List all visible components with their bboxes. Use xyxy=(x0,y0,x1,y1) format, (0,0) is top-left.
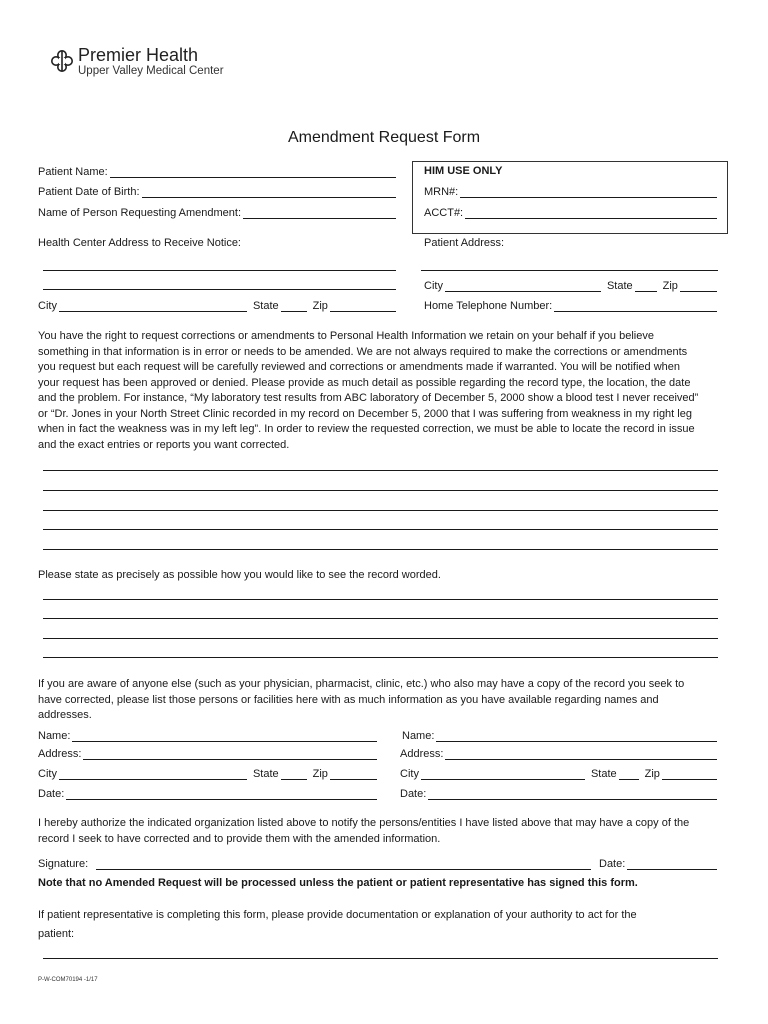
others-line: If you are aware of anyone else (such as your physician, pharmacist, clinic, etc.) who also may have a copy of the record you seek to xyxy=(38,678,685,690)
contact-left-date-line[interactable] xyxy=(66,789,377,800)
signature-date-line[interactable] xyxy=(627,859,717,870)
patient-address-line[interactable] xyxy=(421,270,718,271)
patient-zip-line[interactable] xyxy=(680,281,717,292)
contact-left-city-line[interactable] xyxy=(59,769,247,780)
patient-dob-field[interactable] xyxy=(38,184,396,198)
health-center-zip-line[interactable] xyxy=(330,301,396,312)
contact-right-city-row[interactable] xyxy=(400,766,717,780)
authorization-line: record I seek to have corrected and to provide them with the amended information. xyxy=(38,832,441,845)
others-line: addresses. xyxy=(38,709,92,721)
intro-line: and the exact entries or reports you want corrected. xyxy=(38,438,290,451)
mrn-field[interactable] xyxy=(424,184,717,198)
worded-line-2[interactable] xyxy=(43,618,718,619)
contact-right-state-line[interactable] xyxy=(619,769,639,780)
requester-name-line[interactable] xyxy=(243,208,396,219)
health-center-city-label: City xyxy=(38,300,57,312)
signature-note: Note that no Amended Request will be processed unless the patient or patient representative has signed this form. xyxy=(38,877,638,889)
representative-paragraph xyxy=(38,906,637,944)
patient-city-label: City xyxy=(424,280,443,292)
acct-line[interactable] xyxy=(465,208,717,219)
acct-field[interactable] xyxy=(424,205,717,219)
contact-right-name-label: Name: xyxy=(402,730,435,742)
patient-state-line[interactable] xyxy=(635,281,657,292)
authorization-line: I hereby authorize the indicated organization listed above to notify the persons/entities I have listed above that may have a copy of the xyxy=(38,817,690,829)
patient-zip-label: Zip xyxy=(662,280,678,292)
contact-right-zip-label: Zip xyxy=(644,768,660,780)
footer-form-code: P-W-COM70194 -1/17 xyxy=(38,977,98,983)
requester-name-label: Name of Person Requesting Amendment: xyxy=(38,207,242,219)
contact-left-address-field[interactable] xyxy=(38,746,377,760)
worded-prompt: Please state as precisely as possible how you would like to see the record worded. xyxy=(38,569,441,581)
signature-line[interactable] xyxy=(96,859,591,870)
contact-left-name-label: Name: xyxy=(38,730,71,742)
correction-line-4[interactable] xyxy=(43,529,718,530)
intro-line: when in fact the weakness was in my left leg”. In order to review the requested correction, we must be able to locate the record in issue xyxy=(38,423,695,435)
correction-line-1[interactable] xyxy=(43,470,718,471)
others-paragraph xyxy=(38,677,684,724)
intro-line: something in that information is in error or needs to be amended. We are not always required to make the corrections or amendments xyxy=(38,345,688,358)
acct-label: ACCT#: xyxy=(424,207,464,219)
correction-line-2[interactable] xyxy=(43,490,718,491)
patient-address-label: Patient Address: xyxy=(424,237,505,249)
authorization-paragraph xyxy=(38,816,689,847)
correction-line-5[interactable] xyxy=(43,549,718,550)
contact-left-zip-label: Zip xyxy=(312,768,328,780)
contact-left-zip-line[interactable] xyxy=(330,769,377,780)
contact-left-state-line[interactable] xyxy=(281,769,307,780)
health-center-line-2[interactable] xyxy=(43,289,396,290)
patient-city-row[interactable] xyxy=(424,278,717,292)
health-center-label: Health Center Address to Receive Notice: xyxy=(38,237,241,249)
health-center-state-line[interactable] xyxy=(281,301,307,312)
contact-right-date-field[interactable] xyxy=(400,786,717,800)
contact-right-state-label: State xyxy=(590,768,617,780)
health-center-city-row[interactable] xyxy=(38,298,396,312)
patient-name-line[interactable] xyxy=(110,167,396,178)
health-center-line-1[interactable] xyxy=(43,270,396,271)
contact-right-address-line[interactable] xyxy=(445,749,717,760)
brand-subname: Upper Valley Medical Center xyxy=(78,65,224,77)
patient-name-field[interactable] xyxy=(38,164,396,178)
intro-line: your request has been approved or denied. Please provide as much detail as possible regarding the record type, the location, the date xyxy=(38,376,691,389)
contact-right-date-label: Date: xyxy=(400,788,427,800)
patient-city-line[interactable] xyxy=(445,281,601,292)
contact-left-city-label: City xyxy=(38,768,57,780)
health-center-city-line[interactable] xyxy=(59,301,247,312)
mrn-label: MRN#: xyxy=(424,186,459,198)
others-line: have corrected, please list those persons or facilities here with as much information as you have available regarding names and xyxy=(38,693,659,706)
representative-line: If patient representative is completing this form, please provide documentation or explanation of your authority to act for the xyxy=(38,909,637,921)
contact-left-date-field[interactable] xyxy=(38,786,377,800)
patient-dob-line[interactable] xyxy=(142,187,397,198)
health-center-state-label: State xyxy=(252,300,279,312)
contact-left-address-line[interactable] xyxy=(83,749,377,760)
contact-left-name-field[interactable] xyxy=(38,728,377,742)
brand-header xyxy=(50,45,224,78)
intro-line: you request but each request will be carefully reviewed and corrections or amendments made if warranted. You will be notified when xyxy=(38,361,681,373)
requester-name-field[interactable] xyxy=(38,205,396,219)
signature-field[interactable] xyxy=(38,856,591,870)
correction-line-3[interactable] xyxy=(43,510,718,511)
home-phone-line[interactable] xyxy=(554,301,717,312)
contact-right-address-field[interactable] xyxy=(400,746,717,760)
intro-paragraph xyxy=(38,329,698,453)
worded-line-4[interactable] xyxy=(43,657,718,658)
intro-line: and the problem. For instance, “My laboratory test results from ABC laboratory of December 5, 2000 show a blood test I never received” xyxy=(38,392,699,404)
intro-line: You have the right to request corrections or amendments to Personal Health Information we retain on your behalf if you believe xyxy=(38,330,654,342)
contact-right-city-label: City xyxy=(400,768,419,780)
signature-label: Signature: xyxy=(38,858,89,870)
home-phone-label: Home Telephone Number: xyxy=(424,300,553,312)
contact-left-city-row[interactable] xyxy=(38,766,377,780)
representative-line: patient: xyxy=(38,928,75,940)
signature-date-field[interactable] xyxy=(599,856,717,870)
patient-dob-label: Patient Date of Birth: xyxy=(38,186,140,198)
him-heading: HIM USE ONLY xyxy=(424,165,503,177)
worded-line-3[interactable] xyxy=(43,638,718,639)
home-phone-field[interactable] xyxy=(424,298,717,312)
contact-right-address-label: Address: xyxy=(400,748,444,760)
mrn-line[interactable] xyxy=(460,187,717,198)
contact-right-name-line[interactable] xyxy=(436,731,717,742)
contact-left-address-label: Address: xyxy=(38,748,82,760)
contact-right-name-field[interactable] xyxy=(402,728,717,742)
contact-right-city-line[interactable] xyxy=(421,769,585,780)
intro-line: or “Dr. Jones in your North Street Clinic recorded in my record on December 5, 2000 that I was suffering from weakness in my right leg xyxy=(38,407,692,420)
contact-left-date-label: Date: xyxy=(38,788,65,800)
representative-line-entry[interactable] xyxy=(43,958,718,959)
worded-line-1[interactable] xyxy=(43,599,718,600)
contact-right-zip-line[interactable] xyxy=(662,769,717,780)
contact-left-name-line[interactable] xyxy=(72,731,377,742)
patient-name-label: Patient Name: xyxy=(38,166,108,178)
form-title: Amendment Request Form xyxy=(287,129,481,146)
patient-state-label: State xyxy=(606,280,633,292)
signature-date-label: Date: xyxy=(599,858,626,870)
premier-health-logo-icon xyxy=(50,49,74,73)
brand-name: Premier Health xyxy=(78,45,199,65)
contact-right-date-line[interactable] xyxy=(428,789,717,800)
health-center-zip-label: Zip xyxy=(312,300,328,312)
contact-left-state-label: State xyxy=(252,768,279,780)
